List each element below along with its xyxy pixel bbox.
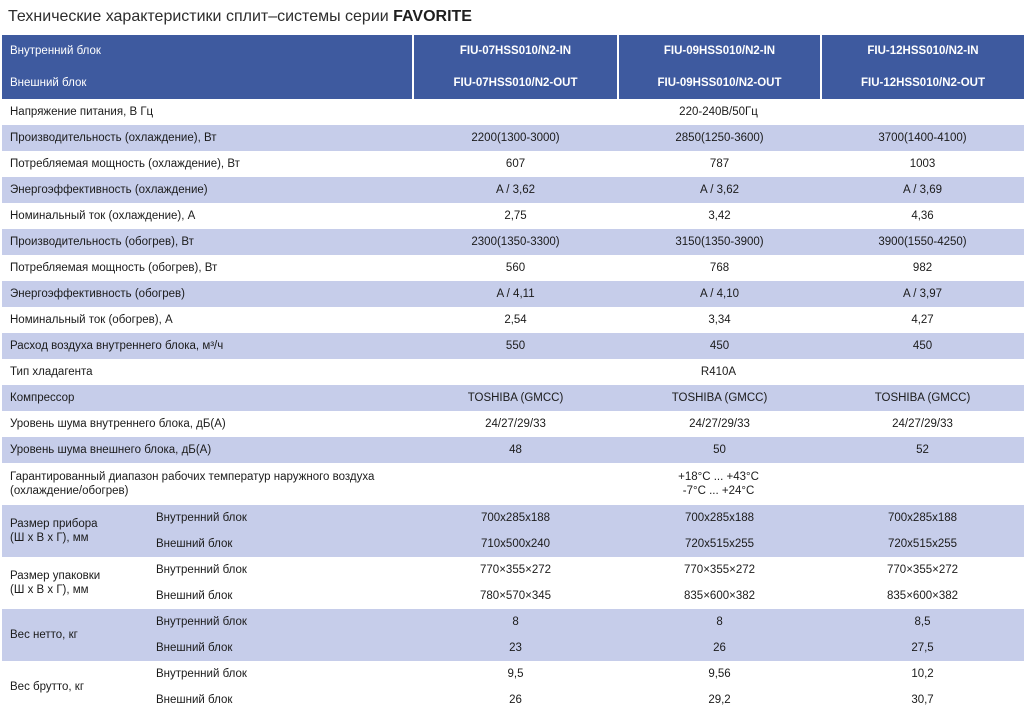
size-label-line2: (Ш х В х Г), мм — [10, 532, 89, 544]
row-package-outdoor — [2, 583, 1024, 609]
group-label: Вес нетто, кг — [2, 609, 148, 661]
sub-label: Внешний блок — [148, 635, 413, 661]
row-value: TOSHIBA (GMCC) — [413, 385, 618, 411]
row-size-indoor — [2, 505, 1024, 531]
row-value: 3,34 — [708, 314, 731, 326]
row-value: 787 — [709, 158, 730, 170]
row-value: 3700(1400-4100) — [821, 125, 1024, 151]
row-label: Энергоэффективность (охлаждение) — [2, 177, 413, 203]
row-value: 30,7 — [911, 694, 934, 706]
row-value: 9,56 — [708, 668, 731, 680]
row-value: 720x515x255 — [821, 531, 1024, 557]
row-noise-indoor — [2, 411, 1024, 437]
header-outdoor-model: FIU-09HSS010/N2-OUT — [618, 67, 821, 99]
row-value: 768 — [709, 262, 730, 274]
row-value: 8 — [618, 609, 821, 635]
row-value: 835×600×382 — [684, 590, 756, 602]
group-label — [2, 505, 148, 557]
row-value: 710x500x240 — [413, 531, 618, 557]
row-value: 4,36 — [911, 210, 934, 222]
row-value: 3900(1550-4250) — [821, 229, 1024, 255]
row-value: 23 — [413, 635, 618, 661]
row-label: Напряжение питания, В Гц — [10, 106, 154, 118]
row-value: 2300(1350-3300) — [413, 229, 618, 255]
row-temp-range — [2, 463, 1024, 505]
row-value: 835×600×382 — [887, 590, 959, 602]
row-cool-capacity — [2, 125, 1024, 151]
row-value: 3150(1350-3900) — [618, 229, 821, 255]
row-label: Номинальный ток (обогрев), А — [10, 314, 173, 326]
row-value: 26 — [618, 635, 821, 661]
header-row-outdoor — [2, 67, 1024, 99]
row-label: Производительность (обогрев), Вт — [2, 229, 413, 255]
row-value: 48 — [413, 437, 618, 463]
row-value: A / 3,62 — [618, 177, 821, 203]
header-row-indoor — [2, 35, 1024, 67]
group-label — [2, 557, 148, 609]
row-net-weight-indoor — [2, 609, 1024, 635]
row-value: 770×355×272 — [887, 564, 959, 576]
row-value: 9,5 — [507, 668, 524, 680]
title-prefix: Технические характеристики сплит–системы серии — [8, 8, 394, 25]
row-value: 1003 — [909, 158, 936, 170]
temp-range-label-line2: (охлаждение/обогрев) — [10, 485, 129, 497]
row-cool-current — [2, 203, 1024, 229]
row-gross-weight-outdoor — [2, 687, 1024, 713]
package-label-line2: (Ш х В х Г), мм — [10, 584, 89, 596]
header-outdoor-label: Внешний блок — [2, 67, 413, 99]
row-value: TOSHIBA (GMCC) — [618, 385, 821, 411]
row-value: 450 — [618, 333, 821, 359]
row-value: 2850(1250-3600) — [618, 125, 821, 151]
row-size-outdoor — [2, 531, 1024, 557]
row-heat-eff — [2, 281, 1024, 307]
sub-label: Внутренний блок — [156, 668, 247, 680]
header-indoor-model: FIU-12HSS010/N2-IN — [821, 35, 1024, 67]
spec-table — [2, 35, 1024, 713]
sub-label: Внешний блок — [148, 531, 413, 557]
header-outdoor-model: FIU-07HSS010/N2-OUT — [413, 67, 618, 99]
row-heat-power — [2, 255, 1024, 281]
row-value: 607 — [505, 158, 526, 170]
row-value: 2200(1300-3000) — [413, 125, 618, 151]
sub-label: Внутренний блок — [148, 505, 413, 531]
temp-range-label-line1: Гарантированный диапазон рабочих температур наружного воздуха — [10, 471, 375, 483]
row-airflow — [2, 333, 1024, 359]
row-refrigerant — [2, 359, 1024, 385]
title-series: FAVORITE — [393, 8, 472, 25]
group-label: Вес брутто, кг — [10, 681, 85, 693]
row-value: 8,5 — [821, 609, 1024, 635]
row-value: 4,27 — [911, 314, 934, 326]
row-label: Тип хладагента — [10, 366, 93, 378]
row-cool-power — [2, 151, 1024, 177]
row-voltage — [2, 99, 1024, 125]
row-label: Компрессор — [2, 385, 413, 411]
row-label: Уровень шума внутреннего блока, дБ(А) — [10, 418, 226, 430]
temp-range-cooling: +18°C ... +43°C — [678, 471, 759, 483]
row-value: 24/27/29/33 — [892, 418, 953, 430]
row-value: 8 — [413, 609, 618, 635]
row-value — [413, 463, 1024, 505]
row-value: 29,2 — [708, 694, 731, 706]
row-value: 770×355×272 — [480, 564, 552, 576]
row-value: 700x285x188 — [413, 505, 618, 531]
row-value: A / 4,11 — [413, 281, 618, 307]
row-net-weight-outdoor — [2, 635, 1024, 661]
row-label — [2, 463, 413, 505]
row-value: 780×570×345 — [480, 590, 552, 602]
row-value: 550 — [413, 333, 618, 359]
row-value: 52 — [821, 437, 1024, 463]
row-value: 3,42 — [708, 210, 731, 222]
row-value: A / 3,97 — [821, 281, 1024, 307]
row-value: 700x285x188 — [618, 505, 821, 531]
row-label: Расход воздуха внутреннего блока, м³/ч — [2, 333, 413, 359]
row-heat-capacity — [2, 229, 1024, 255]
row-package-indoor — [2, 557, 1024, 583]
row-value: 982 — [912, 262, 933, 274]
row-value: 450 — [821, 333, 1024, 359]
row-value: 770×355×272 — [684, 564, 756, 576]
row-value: 560 — [505, 262, 526, 274]
temp-range-heating: -7°C ... +24°C — [682, 485, 755, 497]
row-cool-eff — [2, 177, 1024, 203]
row-value: 27,5 — [821, 635, 1024, 661]
row-label: Потребляемая мощность (обогрев), Вт — [10, 262, 218, 274]
row-label: Уровень шума внешнего блока, дБ(А) — [2, 437, 413, 463]
header-outdoor-model: FIU-12HSS010/N2-OUT — [821, 67, 1024, 99]
row-value: 720x515x255 — [618, 531, 821, 557]
row-value: 2,54 — [504, 314, 527, 326]
row-value: TOSHIBA (GMCC) — [821, 385, 1024, 411]
row-value: 26 — [509, 694, 522, 706]
row-label: Энергоэффективность (обогрев) — [2, 281, 413, 307]
sub-label: Внешний блок — [156, 694, 233, 706]
row-heat-current — [2, 307, 1024, 333]
row-label: Потребляемая мощность (охлаждение), Вт — [10, 158, 240, 170]
page-title — [8, 5, 472, 29]
header-indoor-label: Внутренний блок — [2, 35, 413, 67]
sub-label: Внешний блок — [156, 590, 233, 602]
row-value: A / 3,69 — [821, 177, 1024, 203]
row-value: 10,2 — [911, 668, 934, 680]
row-gross-weight-indoor — [2, 661, 1024, 687]
sub-label: Внутренний блок — [156, 564, 247, 576]
row-value: 24/27/29/33 — [689, 418, 750, 430]
row-label: Номинальный ток (охлаждение), А — [10, 210, 196, 222]
row-value: 700x285x188 — [821, 505, 1024, 531]
header-indoor-model: FIU-07HSS010/N2-IN — [413, 35, 618, 67]
package-label-line1: Размер упаковки — [10, 570, 101, 582]
header-indoor-model: FIU-09HSS010/N2-IN — [618, 35, 821, 67]
row-compressor — [2, 385, 1024, 411]
row-value: R410A — [700, 366, 737, 378]
row-label: Производительность (охлаждение), Вт — [2, 125, 413, 151]
row-value: 220-240В/50Гц — [679, 106, 758, 118]
row-value: 2,75 — [504, 210, 527, 222]
row-value: 24/27/29/33 — [485, 418, 546, 430]
row-noise-outdoor — [2, 437, 1024, 463]
row-value: A / 4,10 — [618, 281, 821, 307]
size-label-line1: Размер прибора — [10, 518, 98, 530]
row-value: 50 — [618, 437, 821, 463]
sub-label: Внутренний блок — [148, 609, 413, 635]
row-value: A / 3,62 — [413, 177, 618, 203]
